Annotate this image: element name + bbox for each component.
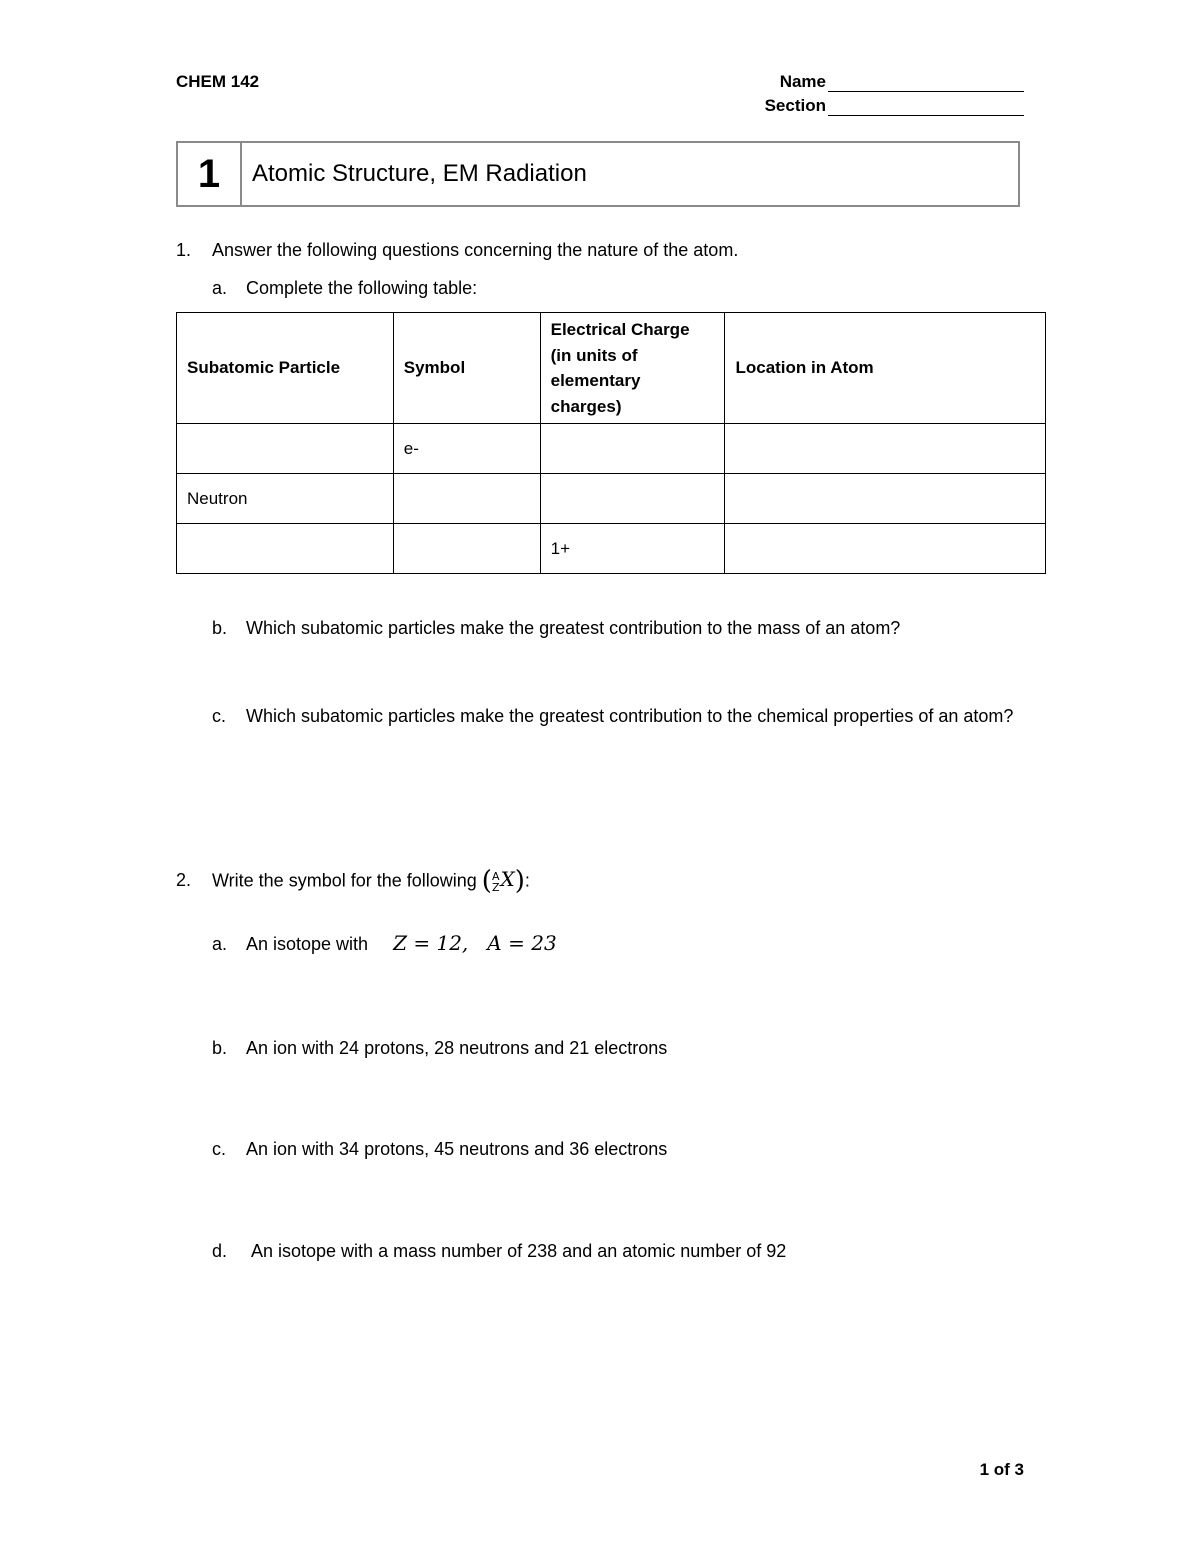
table-header-cell: Location in Atom (725, 313, 1046, 424)
question-2b (212, 1035, 667, 1062)
element-symbol: X (500, 867, 515, 892)
table-row (177, 424, 1046, 474)
question-2a (212, 928, 557, 958)
section-field[interactable] (765, 96, 1024, 116)
open-paren: ( (481, 866, 492, 896)
question-2d-letter: d. (212, 1241, 228, 1261)
page-number: 1 of 3 (979, 1460, 1024, 1479)
question-2-text: Write the symbol for the following (212, 870, 477, 891)
question-1b-letter: b. (212, 618, 228, 638)
nuclide-notation-numbers (492, 871, 500, 893)
mass-number-symbol: A (491, 869, 500, 883)
table-header-cell: Electrical Charge (in units of elementary charges) (540, 313, 725, 424)
table-cell[interactable]: e- (393, 424, 540, 474)
question-1-text: Answer the following questions concerning the nature of the atom. (212, 240, 739, 260)
question-2d-text: An isotope with a mass number of 238 and an atomic number of 92 (251, 1241, 787, 1261)
question-1c-letter: c. (212, 706, 227, 726)
table-row (177, 474, 1046, 524)
table-header-cell: Symbol (393, 313, 540, 424)
question-2: 2. Write the symbol for the following ( A Z X): (176, 866, 530, 896)
question-1c-text: Which subatomic particles make the greatest contribution to the chemical properties of an atom? (246, 706, 1014, 726)
table-cell[interactable] (540, 474, 725, 524)
table-header-row (177, 313, 1046, 424)
table-cell[interactable] (725, 424, 1046, 474)
question-1c (212, 703, 1060, 730)
question-2d (212, 1238, 786, 1265)
course-code: CHEM 142 (176, 72, 260, 91)
question-1b-text: Which subatomic particles make the greatest contribution to the mass of an atom? (246, 618, 901, 638)
close-paren: ) (514, 866, 525, 896)
table-cell[interactable] (393, 474, 540, 524)
section-label: Section (764, 96, 826, 115)
table-row (177, 524, 1046, 574)
name-label: Name (779, 72, 826, 91)
worksheet-number: 1 (178, 143, 242, 205)
question-1a (212, 275, 477, 302)
question-1-number: 1. (176, 240, 192, 260)
atomic-number-symbol: Z (491, 880, 500, 894)
question-2-number: 2. (176, 870, 192, 891)
question-2a-text: An isotope with (246, 934, 369, 954)
subatomic-particles-table (176, 312, 1046, 574)
worksheet-title: Atomic Structure, EM Radiation (252, 160, 587, 187)
question-1a-letter: a. (212, 278, 228, 298)
question-2c-text: An ion with 34 protons, 45 neutrons and 36 electrons (246, 1139, 668, 1159)
table-cell[interactable] (725, 474, 1046, 524)
table-cell[interactable]: 1+ (540, 524, 725, 574)
table-cell[interactable]: Neutron (177, 474, 394, 524)
question-2c-letter: c. (212, 1139, 227, 1159)
name-blank-line[interactable] (828, 75, 1024, 92)
question-2b-text: An ion with 24 protons, 28 neutrons and 21 electrons (246, 1038, 668, 1058)
title-box (176, 141, 1020, 207)
atomic-number-equation: Z = 12, (393, 931, 469, 955)
mass-number-equation: A = 23 (487, 931, 557, 955)
table-header-cell: Subatomic Particle (177, 313, 394, 424)
question-1b (212, 615, 900, 642)
table-cell[interactable] (725, 524, 1046, 574)
question-2b-letter: b. (212, 1038, 228, 1058)
table-cell[interactable] (540, 424, 725, 474)
table-cell[interactable] (177, 424, 394, 474)
question-1 (176, 237, 738, 264)
table-cell[interactable] (177, 524, 394, 574)
question-1a-text: Complete the following table: (246, 278, 478, 298)
table-cell[interactable] (393, 524, 540, 574)
name-field[interactable] (780, 72, 1024, 92)
section-blank-line[interactable] (828, 99, 1024, 116)
question-2c (212, 1136, 667, 1163)
question-2a-letter: a. (212, 934, 228, 954)
nuclide-notation (481, 866, 525, 896)
